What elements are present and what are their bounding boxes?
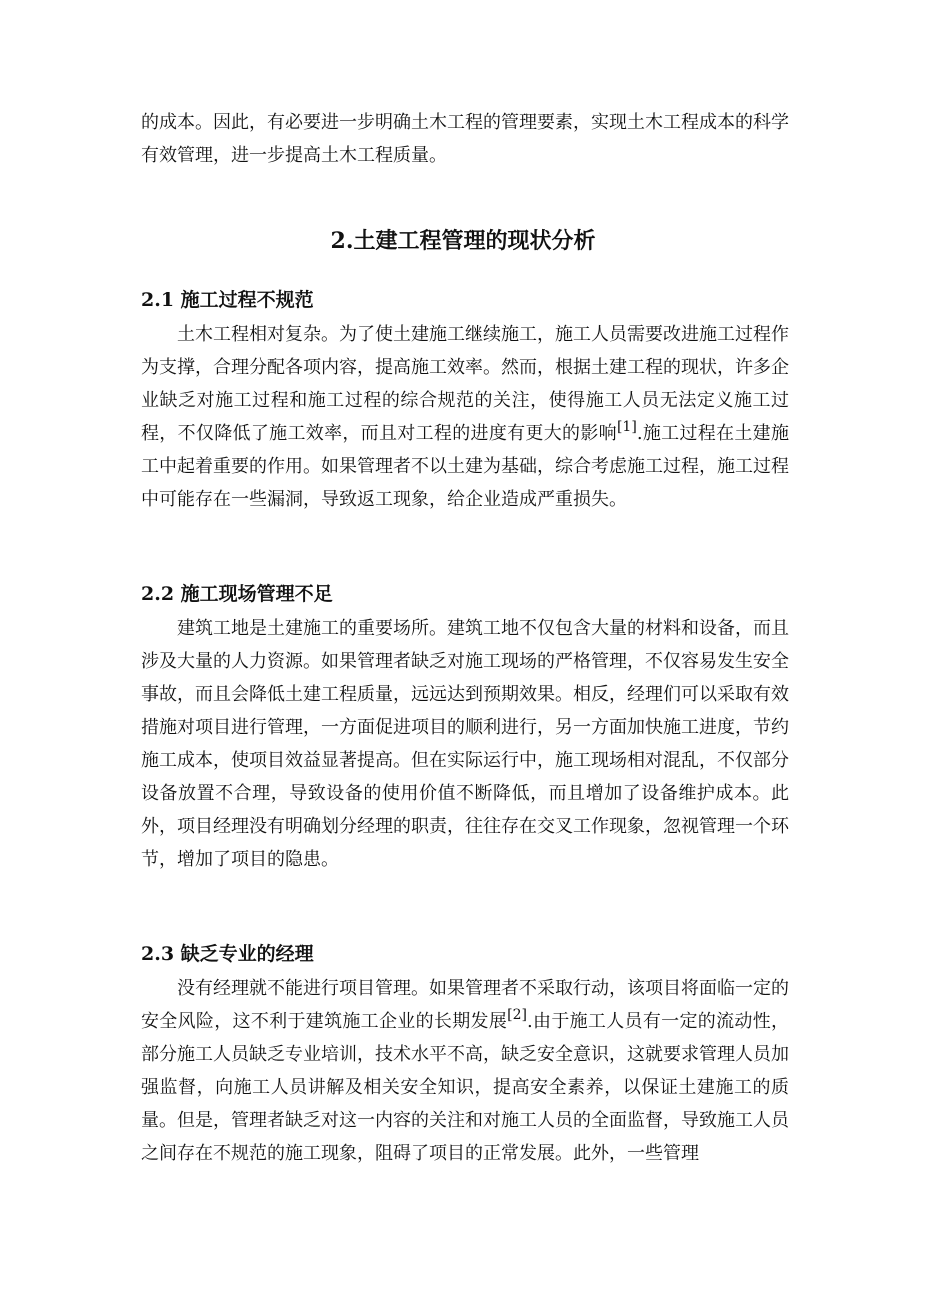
subsection-heading-2-2: 2.2 施工现场管理不足 <box>141 583 333 605</box>
citation-ref-1: [1] <box>616 419 637 435</box>
subsection-heading-2-1: 2.1 施工过程不规范 <box>141 289 314 311</box>
paragraph-2-1 <box>141 318 789 516</box>
intro-paragraph: 的成本。因此，有必要进一步明确土木工程的管理要素，实现土木工程成本的科学有效管理，进一步提高土木工程质量。 <box>141 112 789 166</box>
paragraph-2-3-text-b: .由于施工人员有一定的流动性，部分施工人员缺乏专业培训，技术水平不高，缺乏安全意识，这就要求管理人员加强监督，向施工人员讲解及相关安全知识，提高安全素养，以保证土建施工的质量。但是，管理者缺乏对这一内容的关注和对施工人员的全面监督，导致施工人员之间存在不规范的施工现象，阻碍了项目的正常发展。此外，一些管理 <box>141 1011 789 1164</box>
paragraph-2-3-text-a: 没有经理就不能进行项目管理。如果管理者不采取行动，该项目将面临一定的安全风险，这不利于建筑施工企业的长期发展 <box>141 978 789 1032</box>
section-title: 2.土建工程管理的现状分析 <box>330 228 596 254</box>
paragraph-2-2: 建筑工地是土建施工的重要场所。建筑工地不仅包含大量的材料和设备，而且涉及大量的人力资源。如果管理者缺乏对施工现场的严格管理，不仅容易发生安全事故，而且会降低土建工程质量，远远达到预期效果。相反，经理们可以采取有效措施对项目进行管理，一方面促进项目的顺利进行，另一方面加快施工进度，节约施工成本，使项目效益显著提高。但在实际运行中，施工现场相对混乱，不仅部分设备放置不合理，导致设备的使用价值不断降低，而且增加了设备维护成本。此外，项目经理没有明确划分经理的职责，往往存在交叉工作现象，忽视管理一个环节，增加了项目的隐患。 <box>141 618 789 870</box>
paragraph-2-1-text-b: .施工过程在土建施工中起着重要的作用。如果管理者不以土建为基础，综合考虑施工过程，施工过程中可能存在一些漏洞，导致返工现象，给企业造成严重损失。 <box>141 423 789 510</box>
paragraph-2-3 <box>141 972 789 1170</box>
subsection-heading-2-3: 2.3 缺乏专业的经理 <box>141 943 314 965</box>
paragraph-2-1-text-a: 土木工程相对复杂。为了使土建施工继续施工，施工人员需要改进施工过程作为支撑，合理分配各项内容，提高施工效率。然而，根据土建工程的现状，许多企业缺乏对施工过程和施工过程的综合规范的关注，使得施工人员无法定义施工过程，不仅降低了施工效率，而且对工程的进度有更大的影响 <box>141 324 789 444</box>
citation-ref-2: [2] <box>507 1007 527 1023</box>
